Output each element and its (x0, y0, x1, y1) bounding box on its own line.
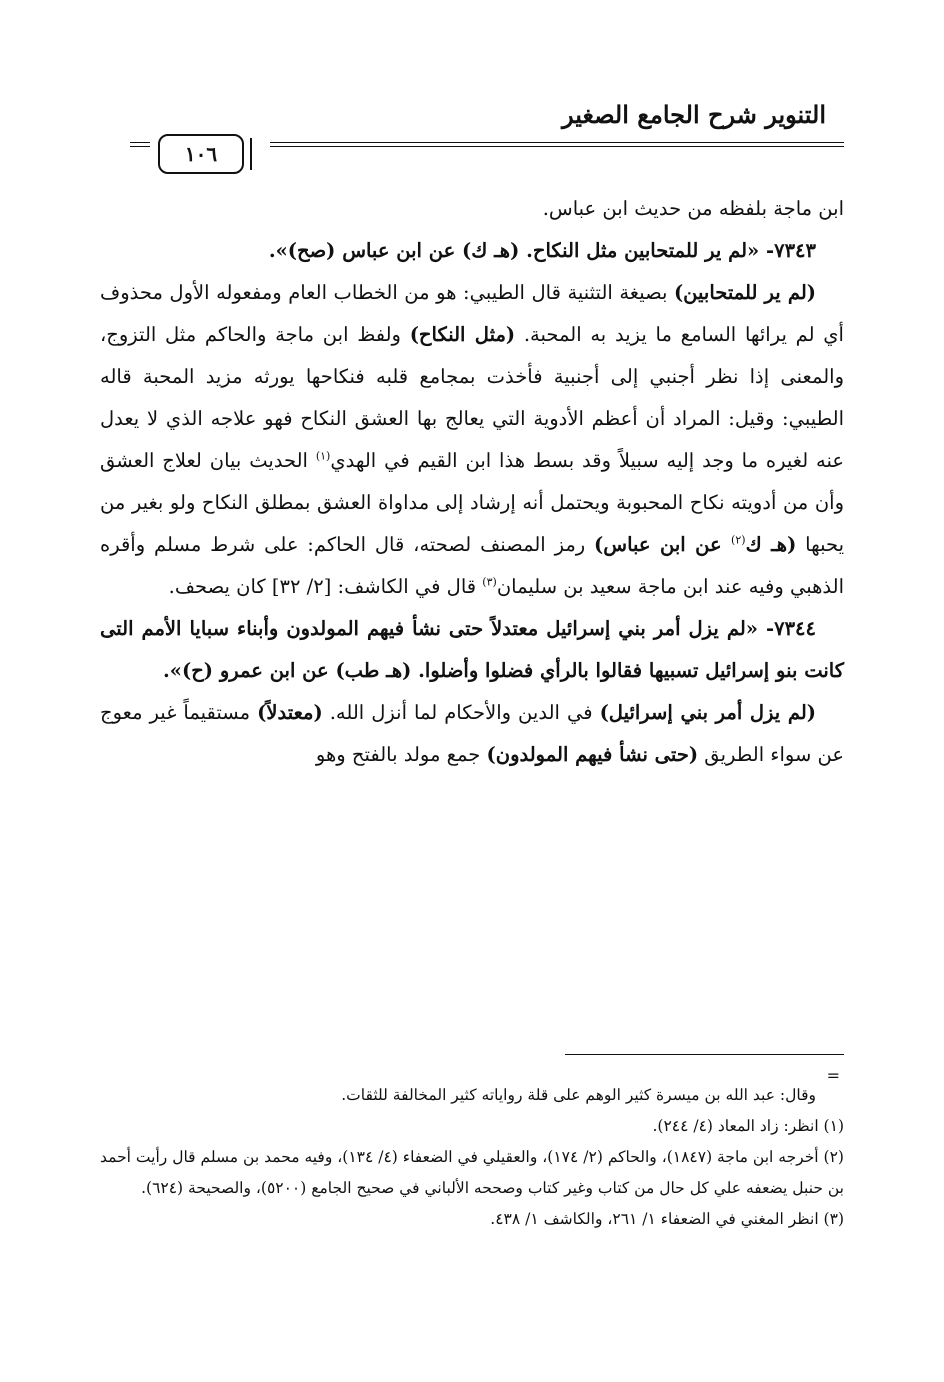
quoted-phrase: (لم ير للمتحابين) (673, 281, 816, 304)
commentary-7343 (100, 272, 844, 608)
footnote-1: (١) انظر: زاد المعاد (٤/ ٢٤٤). (652, 1117, 844, 1135)
header-rule-left-top (130, 142, 150, 143)
hadith-7344: ٧٣٤٤- «لم يزل أمر بني إسرائيل معتدلاً حتى نشأ فيهم المولدون وأبناء سبايا الأمم التى كانت بنو إسرائيل تسبيها فقالوا بالرأي فضلوا وأضلوا. (هـ طب) عن ابن عمرو (ح)». (100, 617, 844, 682)
main-text (100, 188, 844, 776)
footnote-ref-3[interactable]: (٣) (482, 575, 497, 589)
quoted-phrase: (لم يزل أمر بني إسرائيل) (599, 701, 816, 724)
header-rule-top (270, 142, 844, 143)
page-number: ١٠٦ (184, 142, 218, 166)
quoted-phrase: عن ابن عباس) (594, 533, 732, 556)
footnote-separator (565, 1054, 844, 1055)
commentary-text: بصيغة التثنية قال الطيبي: هو من الخطاب العام ومفعوله الأول محذوف أي لم يرائها السامع ما يزيد به المحبة. (100, 281, 844, 346)
commentary-text: الحديث بيان لعلاج العشق وأن من أدويته نكاح المحبوبة ويحتمل أنه إرشاد إلى مداواة العشق بمطلق النكاح ولو بغير من يحبها (100, 449, 844, 556)
footnote-ref-1[interactable]: (١) (315, 449, 331, 463)
header-rule-left-bottom (130, 146, 150, 147)
footnote-continued: وقال: عبد الله بن ميسرة كثير الوهم على قلة رواياته كثير المخالفة للثقات. (341, 1086, 816, 1104)
header-rule-bottom (270, 146, 844, 147)
footnote-ref-2[interactable]: (٢) (731, 533, 746, 547)
quoted-phrase: (هـ ك (745, 533, 797, 556)
running-header-title: التنوير شرح الجامع الصغير (562, 100, 826, 129)
footnote-2: (٢) أخرجه ابن ماجة (١٨٤٧)، والحاكم (٢/ ١٧٤)، والعقيلي في الضعفاء (٤/ ١٣٤)، وفيه محمد بن مسلم قال رأيت أحمد بن حنبل يضعفه علي كل حال من كتاب وغير كتاب وصححه الألباني في صحيح الجامع (٥٢٠٠)، والصحيحة (٦٢٤). (100, 1148, 844, 1197)
commentary-7344 (100, 692, 844, 776)
commentary-text: في الدين والأحكام لما أنزل الله. (322, 701, 600, 724)
hadith-7343: ٧٣٤٣- «لم ير للمتحابين مثل النكاح. (هـ ك) عن ابن عباس (صح)». (268, 239, 816, 262)
page-number-frame (158, 134, 244, 174)
commentary-text: مستقيماً غير معوج عن سواء الطريق (100, 701, 844, 766)
footnote-continuation-mark: = (826, 1066, 840, 1085)
quoted-phrase: (مثل النكاح) (409, 323, 516, 346)
quoted-phrase: (معتدلاً) (257, 701, 323, 724)
continuation-line: ابن ماجة بلفظه من حديث ابن عباس. (542, 197, 844, 220)
commentary-text: ولفظ ابن ماجة والحاكم مثل التزوج، والمعنى إذا نظر أجنبي إلى أجنبية فأخذت بمجامع قلبه فنكاحها يورثه مزيد المحبة قاله الطيبي: وقيل: المراد أن أعظم الأدوية التي يعالج بها العشق النكاح فهو علاجه الذي لا يعدل عنه لغيره ما وجد إليه سبيلاً وقد بسط هذا ابن القيم في الهدي (100, 323, 844, 472)
commentary-text: قال في الكاشف: [٢/ ٣٢] كان يصحف. (168, 575, 483, 598)
footnotes (100, 1080, 844, 1235)
footnote-3: (٣) انظر المغني في الضعفاء ١/ ٢٦١، والكاشف ١/ ٤٣٨. (490, 1210, 844, 1228)
commentary-text: رمز المصنف لصحته، قال الحاكم: على شرط مسلم وأقره الذهبي وفيه عند ابن ماجة سعيد بن سليمان (100, 533, 844, 598)
commentary-text: جمع مولد بالفتح وهو (315, 743, 487, 766)
quoted-phrase: (حتى نشأ فيهم المولدون) (486, 743, 699, 766)
